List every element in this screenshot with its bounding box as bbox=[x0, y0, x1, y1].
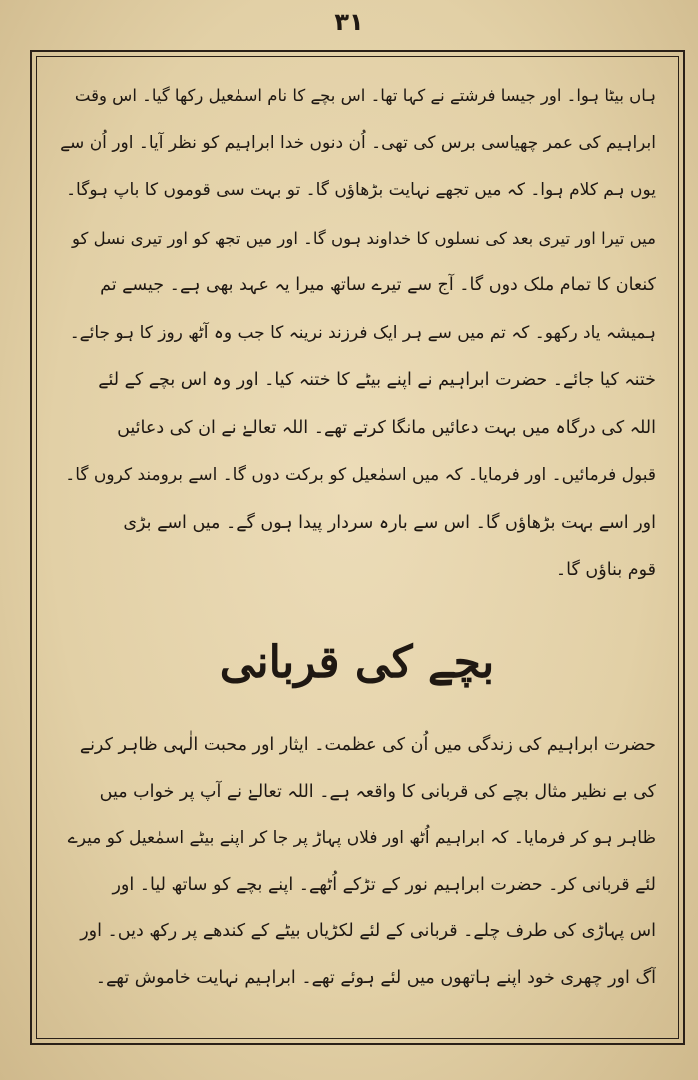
text-line: حضرت ابراہیم کی زندگی میں اُن کی عظمت۔ ایثار اور محبت الٰہی ظاہر کرنے bbox=[79, 735, 656, 755]
text-line: کی بے نظیر مثال بچے کی قربانی کا واقعہ ہے۔ اللہ تعالےٰ نے آپ پر خواب میں bbox=[99, 781, 656, 802]
text-line: اللہ کی درگاہ میں بہت دعائیں مانگا کرتے تھے۔ اللہ تعالےٰ نے ان کی دعائیں bbox=[117, 417, 656, 438]
text-line: قوم بناؤں گا۔ bbox=[555, 560, 656, 580]
text-line: اس پہاڑی کی طرف چلے۔ قربانی کے لئے لکڑیاں بیٹے کے کندھے پر رکھ دیں۔ اور bbox=[80, 921, 656, 941]
paragraph-sacrifice bbox=[58, 722, 656, 1001]
text-line: ابراہیم کی عمر چھیاسی برس کی تھی۔ اُن دنوں خدا ابراہیم کو نظر آیا۔ اور اُن سے bbox=[60, 132, 656, 153]
paragraph-ismail-birth bbox=[58, 72, 656, 595]
page-number: ۳۱ bbox=[334, 8, 364, 36]
text-line: میں تیرا اور تیری بعد کی نسلوں کا خداوند ہوں گا۔ اور میں تجھ کو اور تیری نسل کو bbox=[71, 228, 656, 248]
text-line: ظاہر ہو کر فرمایا۔ کہ ابراہیم اُٹھ اور فلاں پہاڑ پر جا کر اپنے بیٹے اسمٰعیل کو میرے bbox=[67, 828, 656, 848]
text-line: ختنہ کیا جائے۔ حضرت ابراہیم نے اپنے بیٹے کا ختنہ کیا۔ اور وہ اس بچے کے لئے bbox=[98, 370, 656, 390]
text-line: اور اسے بہت بڑھاؤں گا۔ اس سے بارہ سردار پیدا ہوں گے۔ میں اسے بڑی bbox=[123, 512, 656, 533]
text-line: ہاں بیٹا ہوا۔ اور جیسا فرشتے نے کہا تھا۔ اس بچے کا نام اسمٰعیل رکھا گیا۔ اس وقت bbox=[74, 86, 656, 105]
text-line: کنعان کا تمام ملک دوں گا۔ آج سے تیرے ساتھ میرا یہ عہد بھی ہے۔ جیسے تم bbox=[100, 275, 656, 295]
section-heading: بچے کی قربانی bbox=[219, 637, 495, 688]
text-line: آگ اور چھری خود اپنے ہاتھوں میں لئے ہوئے تھے۔ ابراہیم نہایت خاموش تھے۔ bbox=[95, 967, 656, 988]
text-line: یوں ہم کلام ہوا۔ کہ میں تجھے نہایت بڑھاؤں گا۔ تو بہت سی قوموں کا باپ ہوگا۔ bbox=[66, 180, 656, 200]
text-line: ہمیشہ یاد رکھو۔ کہ تم میں سے ہر ایک فرزند نرینہ کا جب وہ آٹھ روز کا ہو جائے۔ bbox=[69, 322, 656, 343]
text-line: قبول فرمائیں۔ اور فرمایا۔ کہ میں اسمٰعیل کو برکت دوں گا۔ اسے برومند کروں گا۔ bbox=[65, 465, 656, 485]
text-line: لئے قربانی کر۔ حضرت ابراہیم نور کے تڑکے اُٹھے۔ اپنے بچے کو ساتھ لیا۔ اور bbox=[112, 874, 656, 895]
